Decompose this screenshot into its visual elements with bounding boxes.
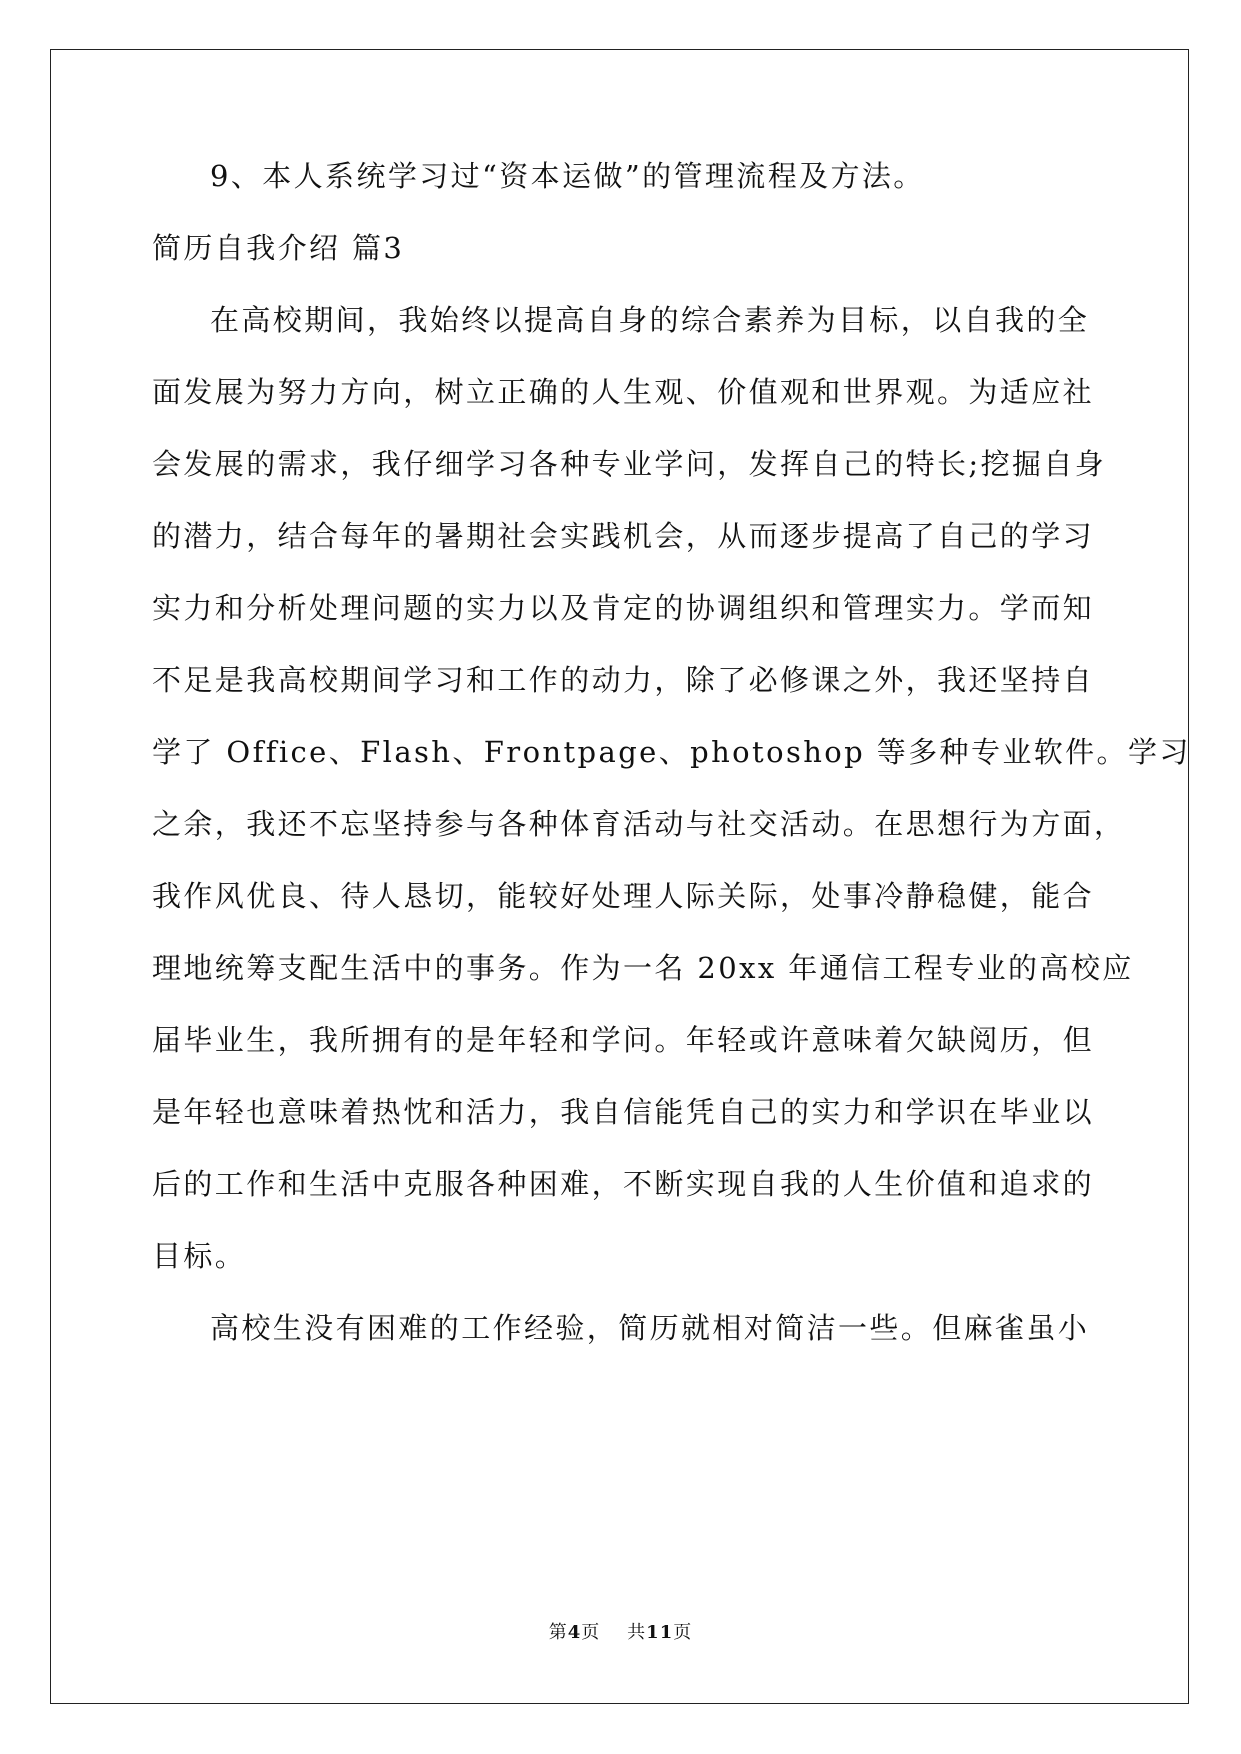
- paragraph-line: 的潜力，结合每年的暑期社会实践机会，从而逐步提高了自己的学习: [152, 519, 1095, 553]
- total-prefix: 共: [627, 1622, 647, 1643]
- page-number: 4: [567, 1622, 582, 1643]
- paragraph-line: 面发展为努力方向，树立正确的人生观、价值观和世界观。为适应社: [152, 375, 1095, 409]
- total-pages: 11: [646, 1622, 674, 1643]
- total-suffix: 页: [673, 1622, 693, 1643]
- paragraph-line: 高校生没有困难的工作经验，简历就相对简洁一些。但麻雀虽小: [210, 1311, 1090, 1345]
- paragraph-line: 理地统筹支配生活中的事务。作为一名 20xx 年通信工程专业的高校应: [152, 951, 1134, 985]
- paragraph-line: 届毕业生，我所拥有的是年轻和学问。年轻或许意味着欠缺阅历，但: [152, 1023, 1095, 1057]
- paragraph-line: 后的工作和生活中克服各种困难，不断实现自我的人生价值和追求的: [152, 1167, 1095, 1201]
- section-heading: 简历自我介绍 篇3: [152, 231, 405, 265]
- paragraph-line: 是年轻也意味着热忱和活力，我自信能凭自己的实力和学识在毕业以: [152, 1095, 1095, 1129]
- paragraph-line: 在高校期间，我始终以提高自身的综合素养为目标，以自我的全: [210, 303, 1090, 337]
- paragraph-line: 会发展的需求，我仔细学习各种专业学问，发挥自己的特长;挖掘自身: [152, 447, 1107, 481]
- paragraph-line: 不足是我高校期间学习和工作的动力，除了必修课之外，我还坚持自: [152, 663, 1095, 697]
- page-prefix: 第: [548, 1622, 568, 1643]
- paragraph-line: 学了 Office、Flash、Frontpage、photoshop 等多种专业软件。学习: [152, 735, 1191, 769]
- paragraph-line: 之余，我还不忘坚持参与各种体育活动与社交活动。在思想行为方面，: [152, 807, 1126, 841]
- paragraph-line: 我作风优良、待人恳切，能较好处理人际关际，处事冷静稳健，能合: [152, 879, 1095, 913]
- page-footer: [0, 1621, 1241, 1645]
- text-line-list-item-9: 9、本人系统学习过“资本运做”的管理流程及方法。: [210, 159, 925, 193]
- paragraph-line: 实力和分析处理问题的实力以及肯定的协调组织和管理实力。学而知: [152, 591, 1095, 625]
- page-suffix: 页: [581, 1622, 601, 1643]
- paragraph-line: 目标。: [152, 1239, 247, 1273]
